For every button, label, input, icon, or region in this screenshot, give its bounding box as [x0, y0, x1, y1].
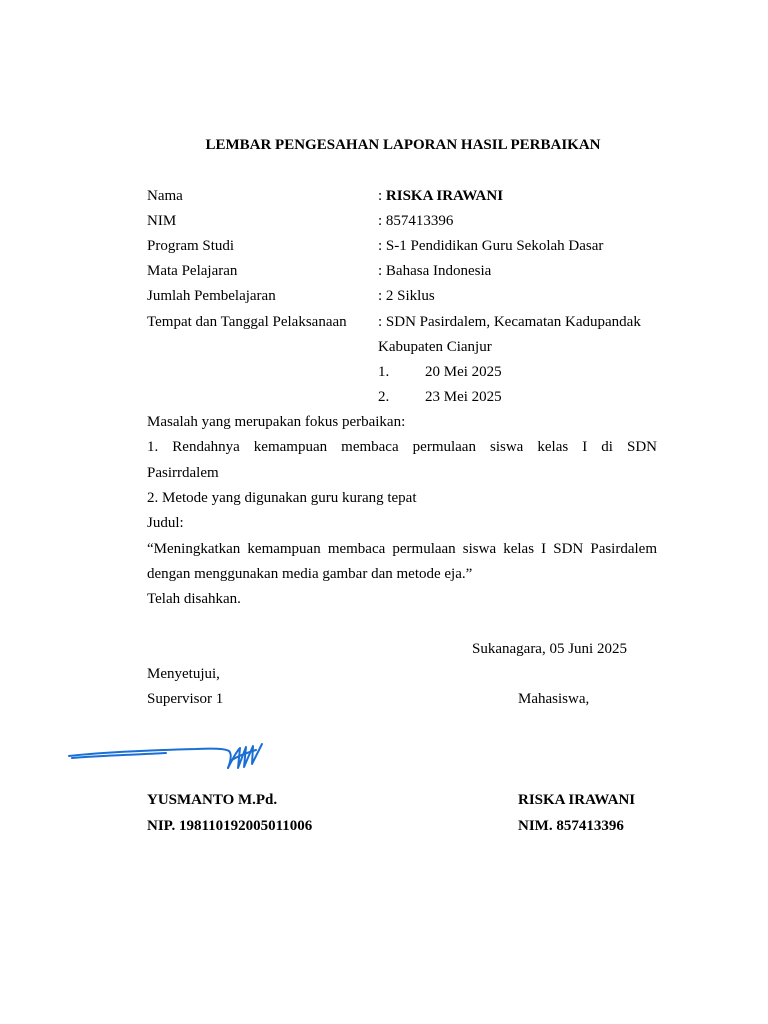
focus-item-1: 1. Rendahnya kemampuan membaca permulaan siswa kelas I di SDN [147, 439, 657, 455]
judul-label: Judul: [147, 515, 184, 531]
document-title: LEMBAR PENGESAHAN LAPORAN HASIL PERBAIKAN [205, 137, 601, 153]
field-label-mata-pelajaran: Mata Pelajaran [147, 263, 238, 279]
date-item-date: 23 Mei 2025 [425, 389, 502, 405]
field-label-program-studi: Program Studi [147, 238, 235, 254]
field-value-tempat-cont: Kabupaten Cianjur [378, 339, 492, 355]
date-item-num: 2. [378, 389, 390, 405]
agree-label: Menyetujui, [147, 666, 220, 682]
approved-text: Telah disahkan. [147, 591, 241, 607]
field-label-tempat-tanggal: Tempat dan Tanggal Pelaksanaan [147, 314, 347, 330]
supervisor-name: YUSMANTO M.Pd. [147, 792, 278, 808]
place-date: Sukanagara, 05 Juni 2025 [472, 641, 627, 657]
field-label-nama: Nama [147, 188, 183, 204]
date-item-num: 1. [378, 364, 390, 380]
field-label-jumlah-pembelajaran: Jumlah Pembelajaran [147, 288, 276, 304]
student-nim: NIM. 857413396 [518, 818, 624, 834]
supervisor-label: Supervisor 1 [147, 691, 224, 707]
student-name-value: RISKA IRAWANI [385, 188, 504, 204]
judul-line-1: “Meningkatkan kemampuan membaca permulaan siswa kelas I SDN Pasirdalem [147, 541, 657, 557]
supervisor-signature [66, 738, 271, 774]
focus-heading: Masalah yang merupakan fokus perbaikan: [147, 414, 406, 430]
judul-line-2: dengan menggunakan media gambar dan metode eja.” [147, 566, 473, 582]
focus-item-2: 2. Metode yang digunakan guru kurang tepat [147, 490, 417, 506]
field-value-mata-pelajaran: : Bahasa Indonesia [378, 263, 492, 279]
field-label-nim: NIM [147, 213, 177, 229]
supervisor-nip: NIP. 198110192005011006 [147, 818, 313, 834]
student-label: Mahasiswa, [518, 691, 590, 707]
colon: : [378, 188, 386, 204]
date-item-date: 20 Mei 2025 [425, 364, 502, 380]
field-value-tempat: : SDN Pasirdalem, Kecamatan Kadupandak [378, 314, 641, 330]
field-value-jumlah-pembelajaran: : 2 Siklus [378, 288, 435, 304]
field-value-nama [378, 188, 503, 205]
field-value-nim: : 857413396 [378, 213, 454, 229]
student-name: RISKA IRAWANI [518, 792, 636, 808]
field-value-program-studi: : S-1 Pendidikan Guru Sekolah Dasar [378, 238, 604, 254]
focus-item-1-cont: Pasirrdalem [147, 465, 219, 481]
